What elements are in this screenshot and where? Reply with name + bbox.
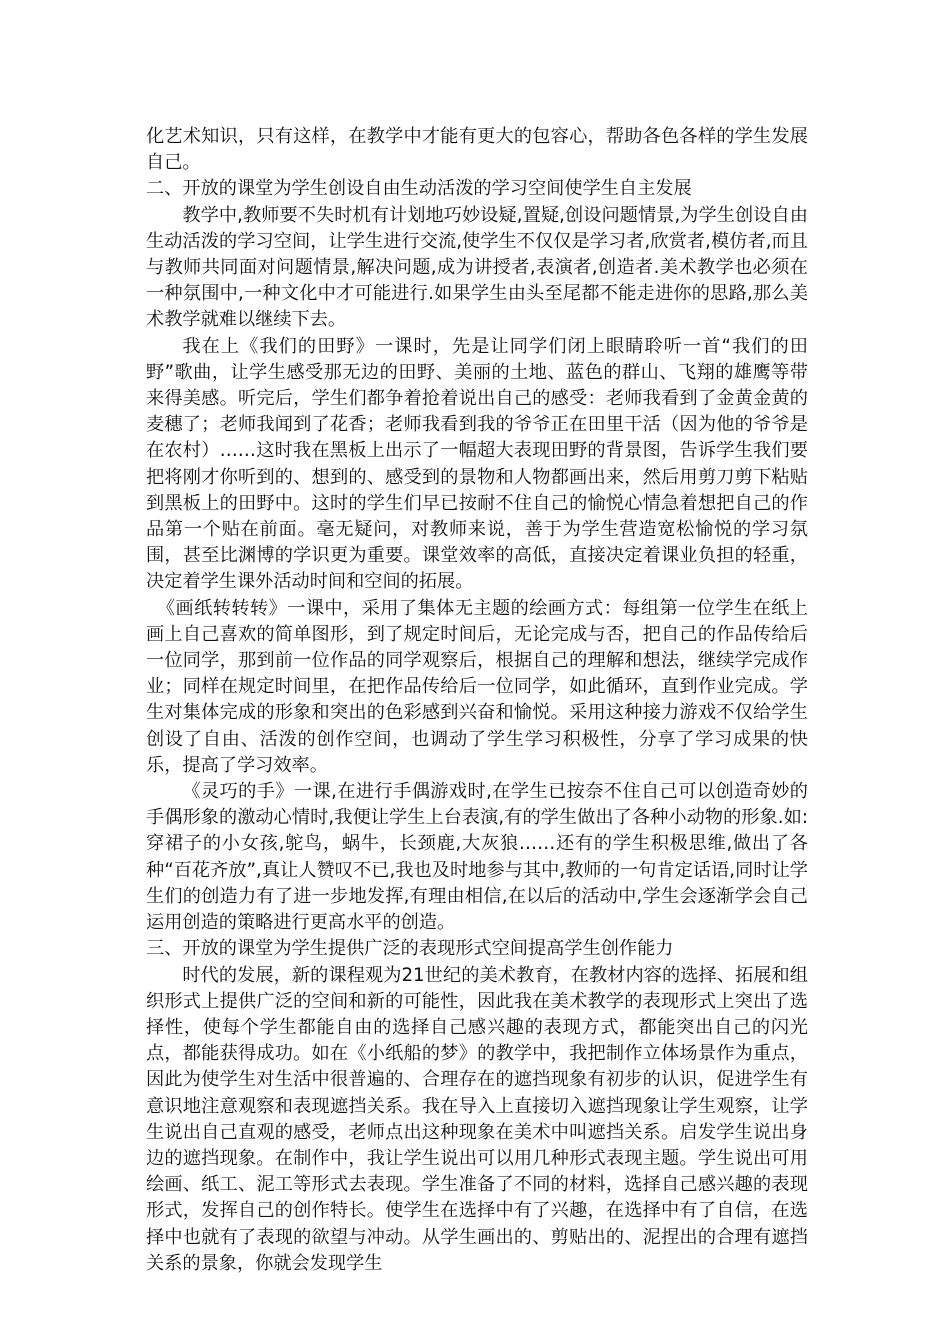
paragraph-2-2: 我在上《我们的田野》一课时，先是让同学们闭上眼睛聆听一首“我们的田野”歌曲，让学生感受那无边的田野、美丽的土地、蓝色的群山、飞翔的雄鹰等带来得美感。听完后，学生们都争着抢着说出自己的感受：老师我看到了金黄金黄的麦穗了；老师我闻到了花香；老师我看到我的爷爷正在田里干活（因为他的爷爷是在农村）……这时我在黑板上出示了一幅超大表现田野的背景图，告诉学生我们要把将刚才你听到的、想到的、感受到的景物和人物都画出来，然后用剪刀剪下粘贴到黑板上的田野中。这时的学生们早已按耐不住自己的愉悦心情急着想把自己的作品第一个贴在前面。毫无疑问，对教师来说，善于为学生营造宽松愉悦的学习氛围，甚至比渊博的学识更为重要。课堂效率的高低，直接决定着课业负担的轻重，决定着学生课外活动时间和空间的拓展。	[146, 335, 808, 593]
section-heading-2: 二、开放的课堂为学生创设自由生动活泼的学习空间使学生自主发展	[146, 178, 692, 200]
paragraph-3-1: 时代的发展，新的课程观为21世纪的美术教育，在教材内容的选择、拓展和组织形式上提供广泛的空间和新的可能性，因此我在美术教学的表现形式上突出了选择性，使每个学生都能自由的选择自己感兴趣的表现方式，都能突出自己的闪光点，都能获得成功。如在《小纸船的梦》的教学中，我把制作立体场景作为重点，因此为使学生对生活中很普遍的、合理存在的遮挡现象有初步的认识，促进学生有意识地注意观察和表现遮挡关系。我在导入上直接切入遮挡现象让学生观察，让学生说出自己直观的感受，老师点出这种现象在美术中叫遮挡关系。启发学生说出身边的遮挡现象。在制作中，我让学生说出可以用几种形式表现主题。学生说出可用绘画、纸工、泥工等形式去表现。学生准备了不同的材料，选择自己感兴趣的表现形式，发挥自己的创作特长。使学生在选择中有了兴趣，在选择中有了自信，在选择中也就有了表现的欲望与冲动。从学生画出的、剪贴出的、泥捏出的合理有遮挡关系的景象，你就会发现学生	[146, 964, 808, 1274]
section-heading-3: 三、开放的课堂为学生提供广泛的表现形式空间提高学生创作能力	[146, 938, 674, 960]
paragraph-intro: 化艺术知识，只有这样，在教学中才能有更大的包容心，帮助各色各样的学生发展自己。	[146, 126, 808, 174]
paragraph-2-3: 《画纸转转转》一课中，采用了集体无主题的绘画方式：每组第一位学生在纸上画上自己喜欢的简单图形，到了规定时间后，无论完成与否，把自己的作品传给后一位同学，那到前一位作品的同学观察后，根据自己的理解和想法，继续学完成作业；同样在规定时间里，在把作品传给后一位同学，如此循环，直到作业完成。学生对集体完成的形象和突出的色彩感到兴奋和愉悦。采用这种接力游戏不仅给学生创设了自由、活泼的创作空间，也调动了学生学习积极性，分享了学习成果的快乐，提高了学习效率。	[146, 597, 808, 776]
document-page	[146, 124, 808, 1277]
paragraph-2-1: 教学中,教师要不失时机有计划地巧妙设疑,置疑,创设问题情景,为学生创设自由生动活泼的学习空间，让学生进行交流,使学生不仅仅是学习者,欣赏者,模仿者,而且与教师共同面对问题情景,解决问题,成为讲授者,表演者,创造者.美术教学也必须在一种氛围中,一种文化中才可能进行.如果学生由头至尾都不能走进你的思路,那么美术教学就难以继续下去。	[146, 204, 808, 331]
paragraph-2-4: 《灵巧的手》一课,在进行手偶游戏时,在学生已按奈不住自己可以创造奇妙的手偶形象的激动心情时,我便让学生上台表演,有的学生做出了各种小动物的形象.如:穿裙子的小女孩,鸵鸟，蜗牛，长颈鹿,大灰狼……还有的学生积极思维,做出了各种“百花齐放”,真让人赞叹不已,我也及时地参与其中,教师的一句肯定话语,同时让学生们的创造力有了进一步地发挥,有理由相信,在以后的活动中,学生会逐渐学会自己运用创造的策略进行更高水平的创造。	[146, 781, 808, 934]
